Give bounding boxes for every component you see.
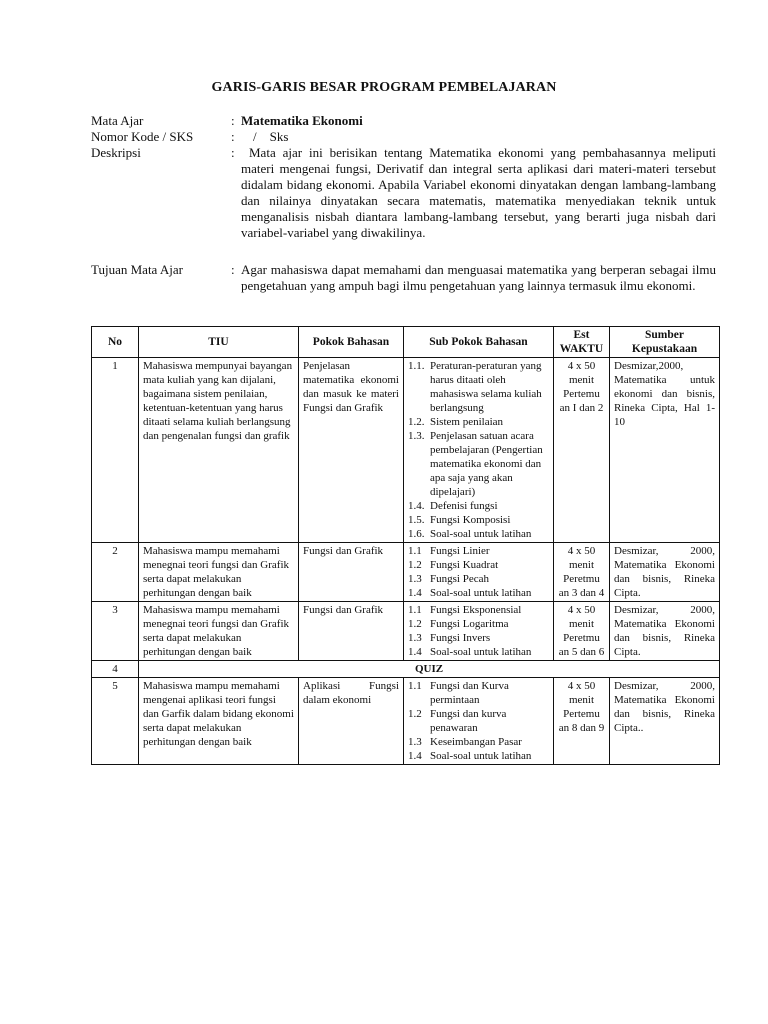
table-row bbox=[92, 543, 720, 602]
course-value: Matematika Ekonomi bbox=[241, 113, 363, 128]
sub-topic-item bbox=[408, 679, 549, 707]
sub-topic-number: 1.2 bbox=[408, 618, 422, 630]
sub-topic-number: 1.4 bbox=[408, 646, 422, 658]
sub-topic-number: 1.1 bbox=[408, 604, 422, 616]
sub-topic-number: 1.2 bbox=[408, 559, 422, 571]
course-info bbox=[91, 113, 716, 241]
purpose-row bbox=[91, 262, 716, 294]
sub-topic-list bbox=[408, 603, 549, 659]
row-no: 2 bbox=[92, 543, 139, 602]
row-sub bbox=[404, 602, 554, 661]
row-est: 4 x 50 menit Pertemu an I dan 2 bbox=[554, 358, 610, 543]
row-no: 4 bbox=[92, 661, 139, 678]
sub-topic-item bbox=[408, 749, 549, 763]
row-est: 4 x 50 menit Pertemu an 8 dan 9 bbox=[554, 678, 610, 765]
row-tiu: Mahasiswa mampu memahami menegnai teori fungsi dan Grafik serta dapat melakukan perhitungan dengan baik bbox=[139, 543, 299, 602]
row-no: 3 bbox=[92, 602, 139, 661]
sub-topic-number: 1.3 bbox=[408, 632, 422, 644]
sub-topic-item bbox=[408, 631, 549, 645]
row-tiu: Mahasiswa mampu memahami mengenai aplikasi teori fungsi dan Garfik dalam bidang ekonomi serta dapat melakukan perhitungan dengan baik bbox=[139, 678, 299, 765]
table-row bbox=[92, 602, 720, 661]
sub-topic-item bbox=[408, 707, 549, 735]
sub-topic-number: 1.5. bbox=[408, 514, 425, 526]
sub-topic-text: Fungsi Logaritma bbox=[430, 618, 509, 630]
sub-topic-number: 1.4 bbox=[408, 587, 422, 599]
sub-topic-item bbox=[408, 544, 549, 558]
description-label: Deskripsi bbox=[91, 145, 141, 160]
row-source: Desmizar, 2000, Matematika Ekonomi dan bisnis, Rineka Cipta. bbox=[610, 543, 720, 602]
code-label: Nomor Kode / SKS bbox=[91, 129, 194, 144]
colon: : bbox=[231, 145, 235, 160]
sub-topic-item bbox=[408, 617, 549, 631]
course-row bbox=[91, 113, 716, 129]
sub-topic-text: Fungsi Komposisi bbox=[430, 514, 511, 526]
sub-topic-text: Soal-soal untuk latihan bbox=[430, 646, 532, 658]
sub-topic-item bbox=[408, 499, 549, 513]
sub-topic-item bbox=[408, 645, 549, 659]
sub-topic-item bbox=[408, 527, 549, 541]
sub-topic-item bbox=[408, 359, 549, 415]
sub-topic-list bbox=[408, 679, 549, 763]
header-tiu: TIU bbox=[139, 327, 299, 358]
sub-topic-number: 1.3. bbox=[408, 430, 425, 442]
purpose-label: Tujuan Mata Ajar bbox=[91, 262, 183, 277]
header-sub: Sub Pokok Bahasan bbox=[404, 327, 554, 358]
row-tiu: Mahasiswa mampu memahami menegnai teori fungsi dan Grafik serta dapat melakukan perhitungan dengan baik bbox=[139, 602, 299, 661]
row-source: Desmizar,2000, Matematika untuk ekonomi dan bisnis, Rineka Cipta, Hal 1-10 bbox=[610, 358, 720, 543]
sub-topic-item bbox=[408, 603, 549, 617]
sub-topic-text: Soal-soal untuk latihan bbox=[430, 528, 532, 540]
sub-topic-number: 1.6. bbox=[408, 528, 425, 540]
row-sub bbox=[404, 678, 554, 765]
sub-topic-item bbox=[408, 586, 549, 600]
colon: : bbox=[231, 113, 235, 128]
row-pokok: Fungsi dan Grafik bbox=[299, 543, 404, 602]
row-no: 5 bbox=[92, 678, 139, 765]
sub-topic-text: Peraturan-peraturan yang harus ditaati oleh mahasiswa selama kuliah berlangsung bbox=[430, 360, 542, 414]
sub-topic-text: Fungsi Invers bbox=[430, 632, 491, 644]
sub-topic-text: Fungsi Kuadrat bbox=[430, 559, 499, 571]
sub-topic-number: 1.2. bbox=[408, 416, 425, 428]
sub-topic-text: Fungsi Pecah bbox=[430, 573, 489, 585]
sub-topic-number: 1.3 bbox=[408, 736, 422, 748]
header-pokok: Pokok Bahasan bbox=[299, 327, 404, 358]
sub-topic-text: Sistem penilaian bbox=[430, 416, 504, 428]
table-row bbox=[92, 661, 720, 678]
sub-topic-number: 1.2 bbox=[408, 708, 422, 720]
quiz-cell: QUIZ bbox=[139, 661, 720, 678]
sub-topic-list bbox=[408, 359, 549, 541]
sub-topic-text: Fungsi dan kurva penawaran bbox=[430, 708, 507, 734]
row-pokok: Penjelasan matematika ekonomi dan masuk ke materi Fungsi dan Grafik bbox=[299, 358, 404, 543]
sub-topic-text: Penjelasan satuan acara pembelajaran (Pengertian matematika ekonomi dan apa saja yang akan dipelajari) bbox=[430, 430, 543, 498]
header-no: No bbox=[92, 327, 139, 358]
row-sub bbox=[404, 358, 554, 543]
row-pokok: Aplikasi Fungsi dalam ekonomi bbox=[299, 678, 404, 765]
course-label: Mata Ajar bbox=[91, 113, 144, 128]
row-sub bbox=[404, 543, 554, 602]
sub-topic-item bbox=[408, 513, 549, 527]
table-header-row bbox=[92, 327, 720, 358]
sub-topic-number: 1.1. bbox=[408, 360, 425, 372]
purpose-section bbox=[91, 262, 716, 294]
sub-topic-text: Fungsi Linier bbox=[430, 545, 490, 557]
sub-topic-item bbox=[408, 415, 549, 429]
row-source: Desmizar, 2000, Matematika Ekonomi dan bisnis, Rineka Cipta.. bbox=[610, 678, 720, 765]
sub-topic-number: 1.1 bbox=[408, 680, 422, 692]
sub-topic-text: Defenisi fungsi bbox=[430, 500, 498, 512]
sub-topic-item bbox=[408, 558, 549, 572]
code-value: / Sks bbox=[253, 129, 289, 144]
colon: : bbox=[231, 129, 235, 144]
row-tiu: Mahasiswa mempunyai bayangan mata kuliah yang kan dijalani, bagaimana sistem penilaian, ketentuan-ketentuan yang harus ditaati selama kuliah berlangsung dan pengenalan fungsi dan grafik bbox=[139, 358, 299, 543]
syllabus-table bbox=[91, 326, 720, 765]
description-row bbox=[91, 145, 716, 241]
colon: : bbox=[231, 262, 235, 277]
purpose-value: Agar mahasiswa dapat memahami dan menguasai matematika yang berperan sebagai ilmu pengetahuan yang ampuh bagi ilmu pengetahuan yang lainnya termasuk ilmu ekonomi. bbox=[241, 262, 716, 293]
sub-topic-item bbox=[408, 572, 549, 586]
sub-topic-number: 1.4 bbox=[408, 750, 422, 762]
code-row bbox=[91, 129, 716, 145]
sub-topic-text: Fungsi dan Kurva permintaan bbox=[430, 680, 509, 706]
sub-topic-item bbox=[408, 735, 549, 749]
header-est: Est WAKTU bbox=[554, 327, 610, 358]
row-est: 4 x 50 menit Peretmu an 5 dan 6 bbox=[554, 602, 610, 661]
row-source: Desmizar, 2000, Matematika Ekonomi dan bisnis, Rineka Cipta. bbox=[610, 602, 720, 661]
sub-topic-item bbox=[408, 429, 549, 499]
sub-topic-text: Soal-soal untuk latihan bbox=[430, 587, 532, 599]
sub-topic-number: 1.4. bbox=[408, 500, 425, 512]
header-src: Sumber Kepustakaan bbox=[610, 327, 720, 358]
row-no: 1 bbox=[92, 358, 139, 543]
sub-topic-text: Soal-soal untuk latihan bbox=[430, 750, 532, 762]
row-pokok: Fungsi dan Grafik bbox=[299, 602, 404, 661]
description-value: Mata ajar ini berisikan tentang Matematika ekonomi yang pembahasannya meliputi materi mengenai fungsi, Derivatif dan integral serta aplikasi dari materi-materi tersebut didalam bidang ekonomi. Apabila Variabel ekonomi dinyatakan dengan lambang-lambang dan nilainya dinyatakan secara matematis, matematika menyediakan teknik untuk menganalisis nisbah diantara lambang-lambang tersebut, yang berarti juga nisbah dari variabel-variabel yang diwakilinya. bbox=[241, 145, 716, 240]
sub-topic-number: 1.1 bbox=[408, 545, 422, 557]
table-row bbox=[92, 358, 720, 543]
table-row bbox=[92, 678, 720, 765]
sub-topic-number: 1.3 bbox=[408, 573, 422, 585]
sub-topic-text: Keseimbangan Pasar bbox=[430, 736, 522, 748]
page-title: GARIS-GARIS BESAR PROGRAM PEMBELAJARAN bbox=[211, 80, 557, 95]
sub-topic-list bbox=[408, 544, 549, 600]
sub-topic-text: Fungsi Eksponensial bbox=[430, 604, 522, 616]
table-body bbox=[92, 358, 720, 765]
row-est: 4 x 50 menit Peretmu an 3 dan 4 bbox=[554, 543, 610, 602]
